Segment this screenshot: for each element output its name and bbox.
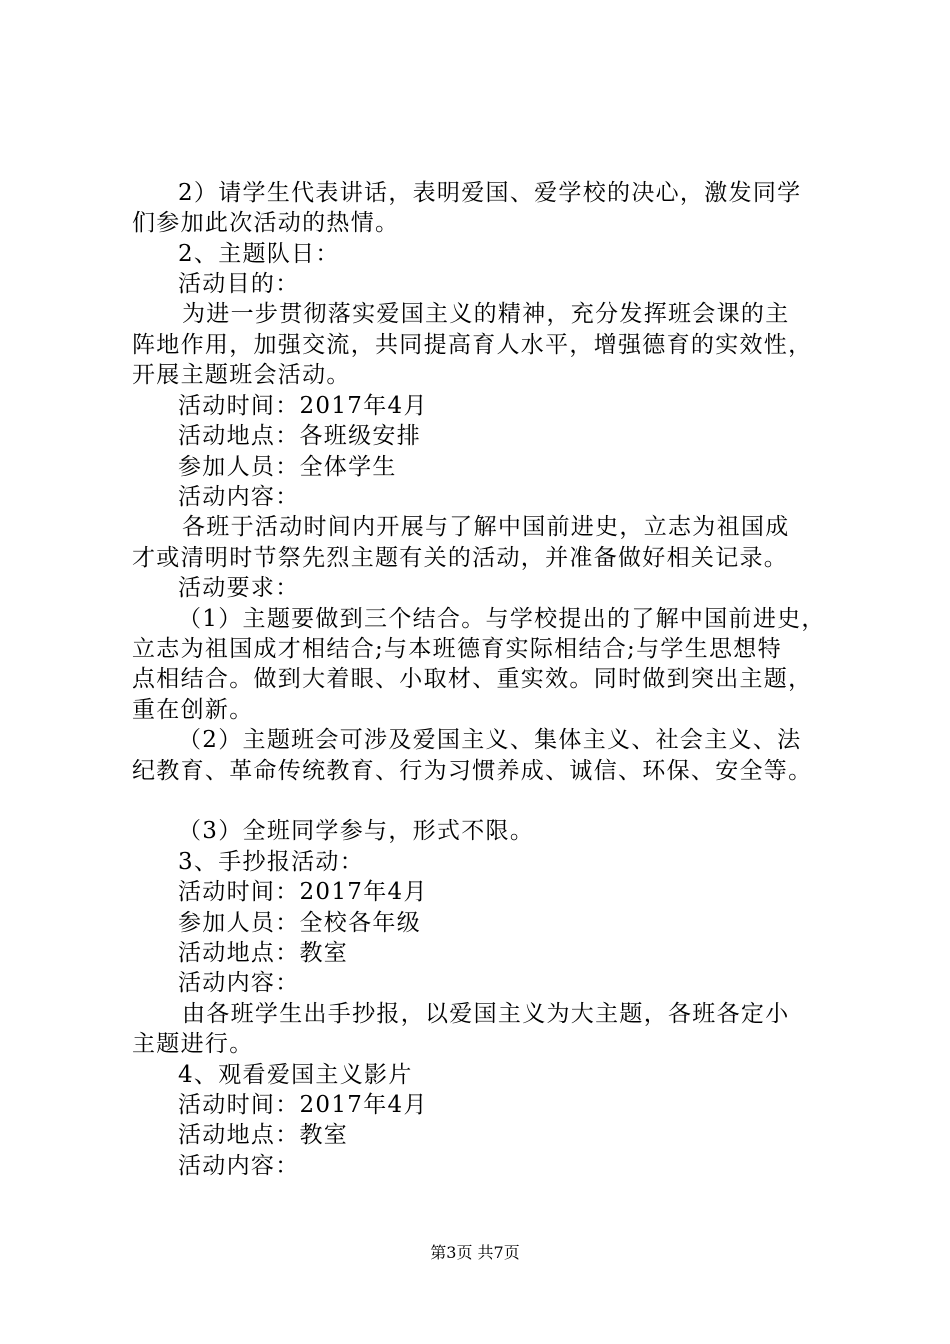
text-line: 立志为祖国成才相结合;与本班德育实际相结合;与学生思想特 bbox=[132, 636, 782, 662]
text-line: 重在创新。 bbox=[132, 697, 254, 723]
text-line: 参加人员：全体学生 bbox=[178, 454, 397, 480]
text-line: 由各班学生出手抄报，以爱国主义为大主题，各班各定小 bbox=[182, 1001, 790, 1027]
text-line: 活动内容： bbox=[178, 970, 300, 996]
text-line: 纪教育、革命传统教育、行为习惯养成、诚信、环保、安全等。 bbox=[132, 758, 813, 784]
text-line: 为进一步贯彻落实爱国主义的精神，充分发挥班会课的主 bbox=[182, 301, 790, 327]
text-line: 开展主题班会活动。 bbox=[132, 362, 351, 388]
text-line: 活动地点：教室 bbox=[178, 940, 349, 966]
text-line: 3、手抄报活动： bbox=[178, 849, 365, 875]
text-line: 活动目的： bbox=[178, 271, 300, 297]
page-footer: 第3页 共7页 bbox=[430, 1243, 520, 1262]
text-line: 活动要求： bbox=[178, 575, 300, 601]
text-line: （1）主题要做到三个结合。与学校提出的了解中国前进史， bbox=[178, 606, 826, 632]
text-line: 各班于活动时间内开展与了解中国前进史，立志为祖国成 bbox=[182, 514, 790, 540]
text-line: 4、观看爱国主义影片 bbox=[178, 1062, 413, 1088]
text-line: 活动时间：2017年4月 bbox=[178, 1092, 428, 1118]
text-line: 2、主题队日： bbox=[178, 241, 340, 267]
text-line: 活动内容： bbox=[178, 1153, 300, 1179]
text-line: 活动内容： bbox=[178, 484, 300, 510]
text-line: 阵地作用，加强交流，共同提高育人水平，增强德育的实效性， bbox=[132, 332, 813, 358]
text-line: 主题进行。 bbox=[132, 1031, 254, 1057]
text-line: 2）请学生代表讲话，表明爱国、爱学校的决心，激发同学 bbox=[178, 180, 802, 206]
text-line: 才或清明时节祭先烈主题有关的活动，并准备做好相关记录。 bbox=[132, 545, 789, 571]
text-line: 们参加此次活动的热情。 bbox=[132, 210, 400, 236]
text-line: （2）主题班会可涉及爱国主义、集体主义、社会主义、法 bbox=[178, 727, 802, 753]
text-line: 活动时间：2017年4月 bbox=[178, 879, 428, 905]
text-line: 活动时间：2017年4月 bbox=[178, 393, 428, 419]
text-line: （3）全班同学参与，形式不限。 bbox=[178, 818, 535, 844]
text-line: 活动地点：教室 bbox=[178, 1122, 349, 1148]
text-line: 参加人员：全校各年级 bbox=[178, 910, 421, 936]
text-line: 点相结合。做到大着眼、小取材、重实效。同时做到突出主题， bbox=[132, 666, 813, 692]
text-line: 活动地点：各班级安排 bbox=[178, 423, 421, 449]
